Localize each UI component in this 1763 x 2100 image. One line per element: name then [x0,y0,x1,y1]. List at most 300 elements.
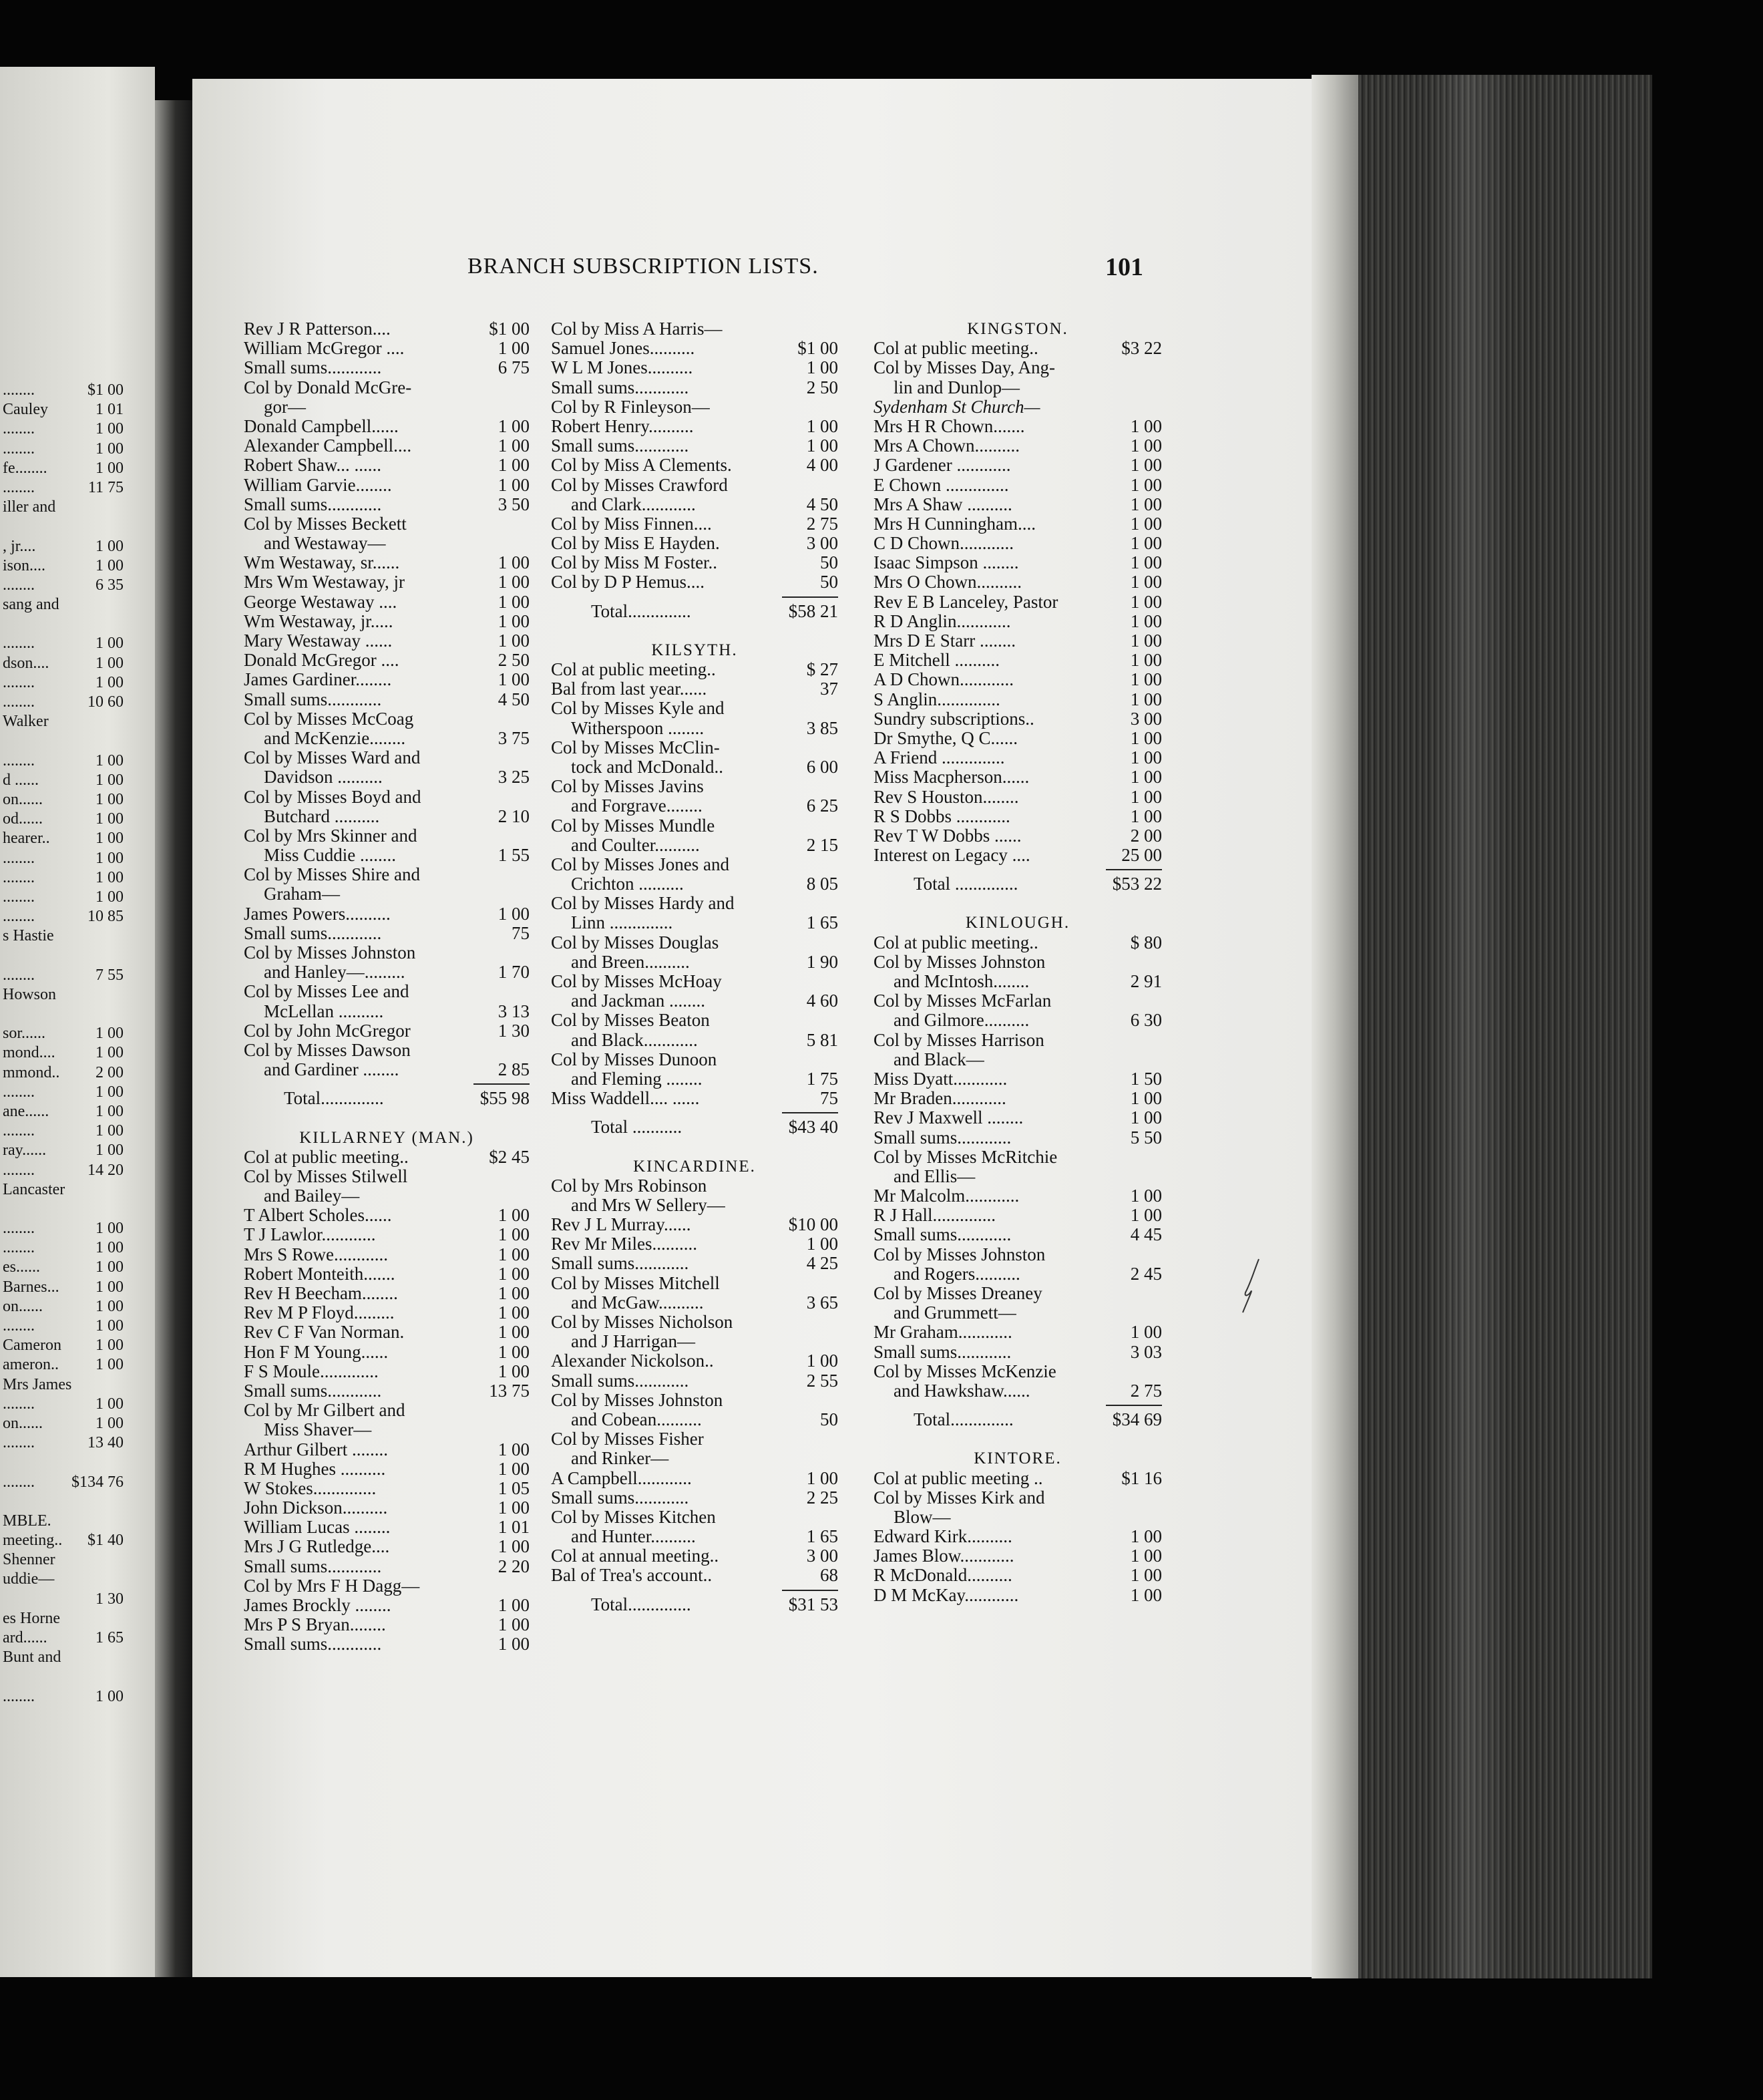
subscription-row [551,572,838,592]
subscription-row [551,913,838,932]
amount: 5 81 [806,1029,838,1050]
amount: 1 00 [498,1595,530,1615]
subscription-row [0,1473,124,1492]
subscriber-name: Edward Kirk.......... [873,1527,1012,1547]
subscriber-name: fe........ [3,459,47,477]
subscription-row [551,514,838,534]
subscription-row [0,1238,124,1258]
subscription-row [244,924,530,943]
subscriber-name: Col by Misses Dreaney [873,1284,1042,1303]
subscriber-name: Col by Misses McKenzie [873,1361,1056,1381]
collector-row [873,1303,1162,1323]
subscriber-name: Mrs A Shaw .......... [873,494,1012,514]
subscription-row [551,1069,838,1089]
subscription-row [244,962,530,982]
subscription-row [551,1469,838,1488]
subscription-row [873,1069,1162,1089]
subscriber-name: Small sums............ [551,1487,689,1508]
subscriber-name: Small sums............ [244,494,382,514]
collector-row [0,712,124,731]
subscriber-name: Miss Cuddie ........ [264,846,397,866]
amount: 1 00 [1130,533,1162,554]
collector-row [244,982,530,1001]
collector-row [0,1648,124,1667]
amount: 3 25 [498,767,530,787]
amount: 1 00 [95,1044,124,1062]
subscriber-name: Linn .............. [571,913,673,933]
subscriber-name: ........ [3,420,35,438]
subscriber-name: and Clark............ [571,494,696,514]
collector-row [551,397,838,417]
amount: 1 00 [498,474,530,495]
total-rule [551,1586,838,1595]
subscriber-name: Col at public meeting.. [873,339,1038,359]
amount: 1 00 [95,537,124,555]
subscription-row [551,436,838,456]
subscriber-name: Rev J Maxwell ........ [873,1108,1024,1128]
subscriber-name: Isaac Simpson ........ [873,553,1019,573]
collector-row [551,1176,838,1196]
subscriber-name: F S Moule............. [244,1361,379,1381]
subscriber-name: hearer.. [3,830,50,848]
subscriber-name: and J Harrigan— [571,1332,695,1352]
subscription-row [0,1395,124,1414]
subscriber-name: ison.... [3,556,46,574]
collector-row [0,1005,124,1024]
amount: 1 00 [1130,572,1162,592]
amount: 2 75 [1130,1380,1162,1401]
subscription-row [0,1102,124,1121]
subscriber-name: ........ [3,440,35,458]
amount: 1 00 [1130,806,1162,826]
collector-row [551,933,838,952]
subscriber-name: Col at public meeting.. [551,660,716,679]
subscriber-name: Rev J L Murray...... [551,1215,691,1235]
subscriber-name: Col by Misses Jones and [551,854,730,874]
amount: 1 00 [498,1224,530,1245]
subscription-row [244,1323,530,1342]
subscription-row [0,1278,124,1297]
subscriber-name: Cameron [3,1337,61,1355]
subscription-row [551,1371,838,1391]
subscriber-name: tock and McDonald.. [571,757,723,777]
amount: 1 00 [95,790,124,808]
subscriber-name: Mrs D E Starr ........ [873,631,1016,651]
amount: 14 20 [87,1161,124,1179]
amount: 13 75 [489,1380,530,1401]
collector-row [244,1167,530,1186]
subscriber-name: Mrs Wm Westaway, jr [244,572,405,592]
subscriber-name: Col by Misses McHoay [551,972,722,991]
column-2 [551,319,838,1614]
subscriber-name: Col by Misses Shire and [244,865,421,885]
subscriber-name: uddie— [3,1570,55,1588]
subscriber-name: Col by Misses Beckett [244,514,407,534]
amount: 1 05 [498,1477,530,1498]
collector-row [551,855,838,874]
amount: 2 50 [806,377,838,397]
amount: 1 00 [1130,1546,1162,1566]
subscription-row [244,1362,530,1381]
amount: 1 00 [806,1467,838,1488]
subscriber-name: meeting.. [3,1532,63,1550]
amount: $58 21 [788,600,838,621]
subscription-row [0,966,124,985]
subscriber-name: Sundry subscriptions.. [873,709,1034,729]
amount: 1 00 [95,868,124,886]
amount: 1 00 [1130,786,1162,807]
subscription-row [873,592,1162,612]
subscriber-name: D M McKay............ [873,1585,1019,1605]
collector-row [551,894,838,913]
collector-row [244,826,530,846]
amount: 1 00 [95,1278,124,1296]
subscription-row [0,1083,124,1102]
page-number: 101 [1105,253,1143,281]
amount: 1 00 [95,654,124,672]
branch-heading: KINGSTON. [967,320,1068,338]
subscriber-name: ........ [3,635,35,653]
subscriber-name: Walker [3,713,49,731]
amount: 1 00 [95,1414,124,1432]
collector-row [873,952,1162,972]
subscriber-name: A D Chown............ [873,670,1014,690]
column-3 [873,319,1162,1605]
amount: 1 00 [1130,1526,1162,1547]
subscriber-name: ........ [3,1687,35,1705]
subscriber-name: Col by Misses Fisher [551,1429,704,1449]
subscriber-name: R J Hall.............. [873,1206,996,1226]
subscriber-name: Col by Misses Beaton [551,1011,710,1031]
collector-row [551,1196,838,1215]
spacer [244,1109,530,1128]
amount: 25 00 [1121,845,1162,866]
collector-row [244,514,530,534]
subscriber-name: and Black............ [571,1030,698,1050]
subscriber-name: Rev J R Patterson.... [244,319,391,339]
subscriber-name: E Chown .............. [873,475,1009,495]
amount: 3 50 [498,494,530,514]
amount: 1 00 [498,669,530,690]
branch-heading: KINLOUGH. [965,914,1070,932]
subscriber-name: Rev S Houston........ [873,787,1019,807]
subscriber-name: Col by Donald McGre- [244,377,412,397]
subscriber-name: and Breen.......... [571,952,690,972]
subscription-row [0,1355,124,1375]
subscriber-name: Col by Miss Finnen.... [551,514,712,534]
subscriber-name: ........ [3,381,35,399]
subscriber-name: W Stokes.............. [244,1478,377,1498]
amount: 2 75 [806,513,838,534]
amount: 1 00 [95,810,124,828]
subscription-row [551,836,838,855]
collector-row [551,1508,838,1527]
total-rule [244,1079,530,1089]
subscriber-name: A Campbell............ [551,1468,692,1488]
amount: 1 00 [95,1025,124,1043]
collector-row [873,1362,1162,1381]
subscriber-name: Mrs A Chown.......... [873,436,1020,456]
subscriber-name: ........ [3,888,35,906]
subscription-row [873,1225,1162,1244]
collector-row [551,1274,838,1293]
subscription-row [0,556,124,576]
subscriber-name: Rev E B Lanceley, Pastor [873,592,1058,612]
amount: 13 40 [87,1434,124,1452]
subscriber-name: Small sums............ [551,377,689,397]
collector-row [0,946,124,965]
subscription-row [873,1206,1162,1225]
subscriber-name: and Gilmore.......... [894,1011,1030,1031]
subscription-row [0,907,124,926]
amount: 1 00 [498,435,530,456]
collector-row [244,943,530,962]
subscription-row [551,456,838,475]
amount: 1 00 [1130,1205,1162,1226]
subscriber-name: Col by Miss E Hayden. [551,534,720,554]
amount: 1 00 [95,1356,124,1374]
subscription-row [551,378,838,397]
amount: 1 00 [95,556,124,574]
subscriber-name: on...... [3,790,43,808]
subscription-row [244,1303,530,1323]
subscription-row [244,1557,530,1576]
amount: 2 50 [498,650,530,671]
collector-row [551,777,838,796]
subscriber-name: R M Hughes .......... [244,1459,386,1479]
subscription-row [873,1343,1162,1362]
amount: 1 00 [498,572,530,592]
subscription-row [873,670,1162,689]
amount: 1 00 [95,830,124,848]
subscription-row [0,751,124,771]
total-row [873,874,1162,894]
subscriber-name: ........ [3,1434,35,1452]
amount: 1 00 [1130,747,1162,768]
subscriber-name: Col by Misses Day, Ang- [873,358,1056,378]
collector-row [0,1512,124,1531]
subscription-row [551,339,838,358]
amount: 1 75 [806,1068,838,1089]
subscriber-name: Small sums............ [244,1556,382,1576]
subscription-row [0,1336,124,1355]
subscriber-name: ........ [3,908,35,926]
subscription-row [873,612,1162,631]
subscriber-name: and Jackman ........ [571,991,705,1011]
subscription-row [0,1141,124,1160]
collector-row [244,378,530,397]
amount: 3 03 [1130,1341,1162,1362]
subscriber-name: Davidson .......... [264,767,383,787]
subscriber-name: and Coulter.......... [571,835,700,855]
subscriber-name: Col by Misses Mundle [551,816,715,836]
subscriber-name: mond.... [3,1044,55,1062]
amount: 1 00 [498,1458,530,1479]
amount: 6 25 [806,796,838,816]
amount: $1 16 [1121,1467,1162,1488]
subscription-row [551,952,838,972]
subscriber-name: Rev T W Dobbs ...... [873,826,1022,846]
collector-row [0,1200,124,1219]
amount: 1 00 [95,1687,124,1705]
subscription-row [551,1234,838,1254]
subscriber-name: ........ [3,576,35,594]
subscription-row [0,1121,124,1141]
amount: 1 00 [806,435,838,456]
subscription-row [873,1323,1162,1342]
subscription-row [244,476,530,495]
amount: 1 00 [498,1322,530,1343]
amount: $ 80 [1130,932,1162,952]
subscriber-name: ameron.. [3,1356,59,1374]
subscriber-name: R S Dobbs ............ [873,806,1010,826]
subscriber-name: Col by Misses Mitchell [551,1273,720,1293]
subscriber-name: Bal from last year...... [551,679,707,699]
subscriber-name: Miss Dyatt............ [873,1069,1008,1089]
amount: 1 00 [1130,727,1162,748]
subscription-row [244,612,530,631]
subscriber-name: Bal of Trea's account.. [551,1566,713,1586]
amount: 1 00 [1130,767,1162,787]
subscriber-name: Total.............. [284,1089,384,1109]
collector-row [244,884,530,904]
amount: 1 00 [1130,1088,1162,1109]
collector-row [244,709,530,729]
total-rule [551,1108,838,1117]
subscriber-name: and Bailey— [264,1186,360,1206]
subscriber-name: Col by Misses Crawford [551,475,728,495]
subscription-row [551,1566,838,1585]
collector-row [551,1332,838,1351]
subscription-row [244,1264,530,1284]
subscription-row [551,660,838,679]
collector-row [873,1284,1162,1303]
subscriber-name: and Gardiner ........ [264,1060,399,1080]
subscriber-name: Col by Misses Lee and [244,982,409,1002]
subscriber-name: Col by Mrs Skinner and [244,826,417,846]
page-edge [1312,75,1358,1978]
subscription-row [873,1128,1162,1148]
left-page-column [0,381,124,1707]
total-row [551,1117,838,1137]
subscriber-name: Barnes... [3,1278,59,1296]
subscription-row [873,1586,1162,1605]
collector-row [0,926,124,946]
collector-row [0,1609,124,1628]
subscription-row [873,1381,1162,1401]
subscriber-name: , jr.... [3,537,36,555]
amount: 1 00 [1130,689,1162,709]
amount: 1 01 [498,1517,530,1538]
amount: 2 15 [806,834,838,855]
subscriber-name: Interest on Legacy .... [873,846,1030,866]
subscriber-name: W L M Jones.......... [551,358,693,378]
amount: 4 45 [1130,1224,1162,1245]
subscription-row [551,1527,838,1546]
subscription-row [873,456,1162,475]
subscriber-name: T Albert Scholes...... [244,1206,392,1226]
subscription-row [244,592,530,612]
subscriber-name: on...... [3,1297,43,1315]
subscription-row [244,670,530,689]
subscriber-name: Col by D P Hemus.... [551,572,705,592]
subscriber-name: es...... [3,1258,40,1276]
amount: 1 00 [806,415,838,436]
amount: $1 00 [489,319,530,339]
amount: $1 40 [87,1532,124,1550]
subscription-row [0,1063,124,1083]
subscriber-name: sor...... [3,1025,46,1043]
subscriber-name: Donald Campbell...... [244,416,399,436]
subscriber-name: Mrs J G Rutledge.... [244,1537,390,1557]
amount: 3 13 [498,1001,530,1021]
subscriber-name: James Brockly ........ [244,1596,391,1615]
amount: 1 00 [806,357,838,378]
collector-row [0,985,124,1005]
subscriber-name: Rev C F Van Norman. [244,1323,405,1343]
amount: 1 55 [498,845,530,866]
subscriber-name: and Ellis— [894,1166,976,1186]
collector-row [551,972,838,991]
subscriber-name: Col by Misses Johnston [551,1390,723,1410]
amount: 1 00 [498,1205,530,1226]
subscription-row [873,339,1162,358]
collector-row [244,1401,530,1420]
amount: 1 00 [1130,1322,1162,1343]
amount: 1 00 [498,1536,530,1557]
amount: 1 00 [498,1498,530,1518]
subscriber-name: William Garvie........ [244,475,392,495]
amount: 2 10 [498,806,530,826]
amount: 1 00 [498,610,530,631]
subscription-row [551,1215,838,1234]
amount: 1 00 [95,1220,124,1238]
subscription-row [873,495,1162,514]
subscriber-name: and McGaw.......... [571,1292,704,1312]
subscription-row [244,1060,530,1079]
collector-row [551,1449,838,1468]
collector-row [0,1453,124,1472]
amount: 1 00 [95,1317,124,1335]
subscription-row [0,1024,124,1043]
amount: 1 00 [95,420,124,438]
subscriber-name: Small sums............ [244,689,382,709]
subscriber-name: Howson [3,985,57,1003]
subscriber-name: and Cobean.......... [571,1409,702,1429]
subscription-row [551,796,838,816]
subscriber-name: Small sums............ [551,436,689,456]
subscription-row [873,1089,1162,1108]
subscription-row [551,1410,838,1429]
amount: $53 22 [1112,874,1162,894]
subscription-row [244,1206,530,1225]
amount: 1 00 [95,440,124,458]
subscription-row [0,771,124,790]
subscription-row [0,1317,124,1336]
amount: 1 65 [806,912,838,933]
subscriber-name: Col at annual meeting.. [551,1546,719,1566]
collector-row [244,1576,530,1596]
subscription-row [0,576,124,595]
subscriber-name: Col by Misses Stilwell [244,1166,408,1186]
subscriber-name: Total.............. [914,1410,1014,1430]
subscription-row [0,829,124,848]
amount: 1 00 [1130,669,1162,690]
subscriber-name: Mr Malcolm............ [873,1186,1020,1206]
subscriber-name: Total.............. [591,1594,691,1614]
amount: 1 00 [1130,415,1162,436]
subscriber-name: Col by Miss M Foster.. [551,553,718,573]
